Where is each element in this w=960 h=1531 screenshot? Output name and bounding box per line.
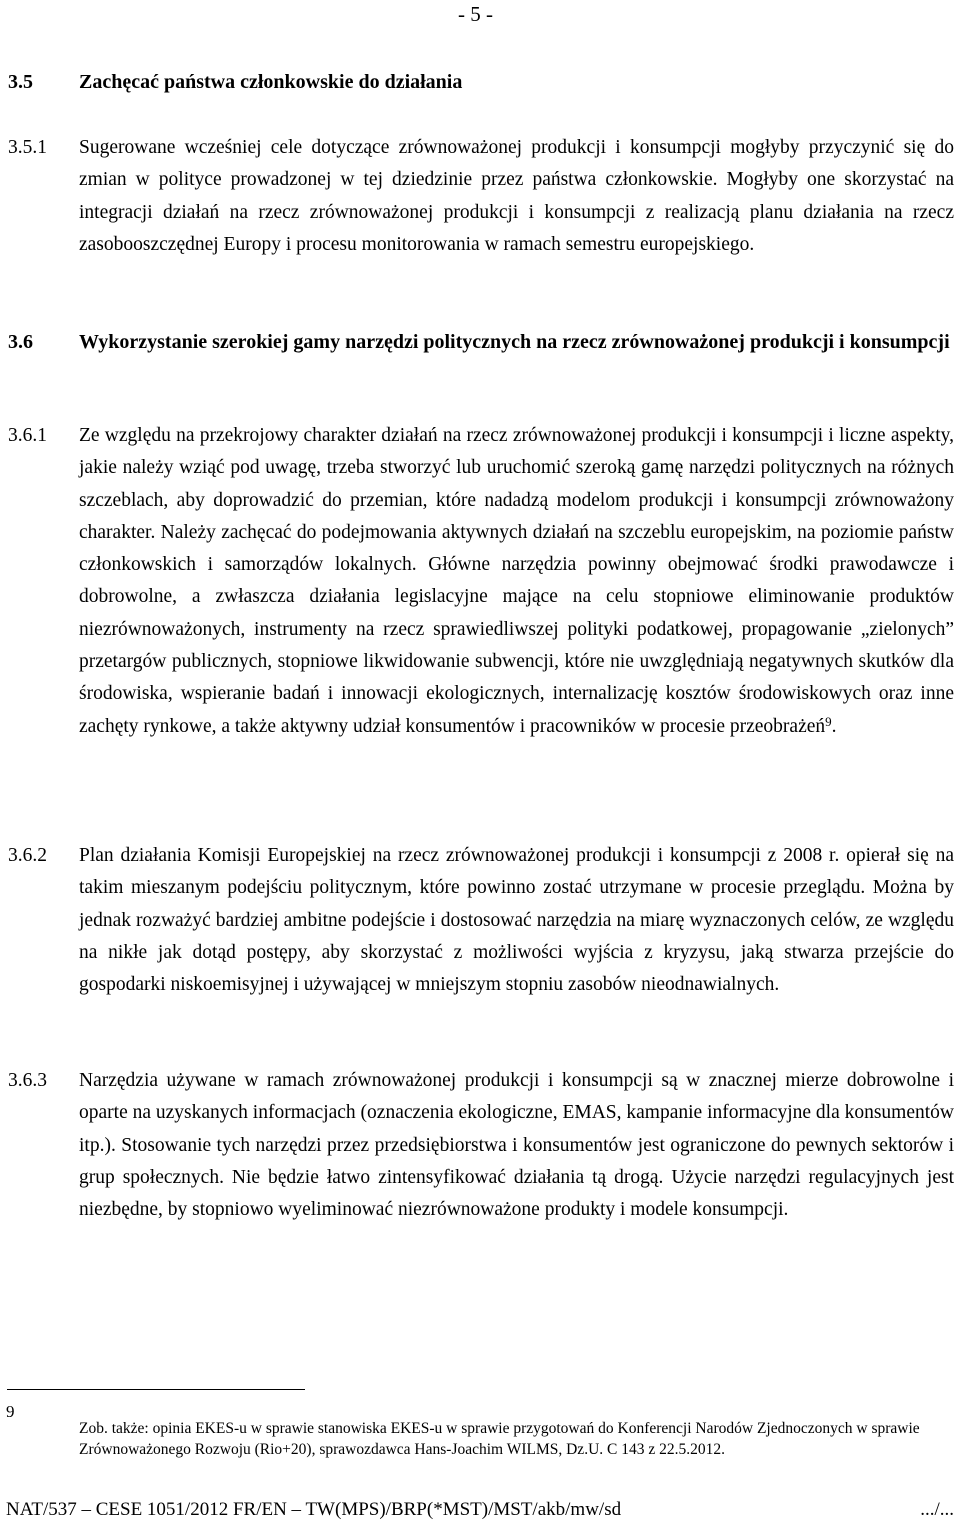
page-number: - 5 - [458, 2, 493, 26]
section-number: 3.5 [8, 71, 33, 93]
page-footer [6, 1499, 954, 1521]
section-heading-3-6 [8, 327, 954, 357]
footnote-reference[interactable]: 9 [825, 713, 832, 729]
paragraph-tail: . [831, 715, 837, 737]
section-title: Zachęcać państwa członkowskie do działania [79, 71, 463, 93]
paragraph-number: 3.6.1 [8, 425, 47, 446]
paragraph-number: 3.6.3 [8, 1070, 47, 1091]
paragraph-3-6-1 [8, 420, 954, 743]
document-reference: NAT/537 – CESE 1051/2012 FR/EN – TW(MPS)/BRP(*MST)/MST/akb/mw/sd [6, 1499, 622, 1520]
footnote-text: Zob. także: opinia EKES-u w sprawie stanowiska EKES-u w sprawie przygotowań do Konferencji Narodów Zjednoczonych w sprawie Zrównoważonego Rozwoju (Rio+20), sprawozdawca Hans-Joachim WILMS, Dz.U. C 143 z 22.5.2012. [79, 1420, 920, 1458]
paragraph-text [79, 420, 954, 743]
paragraph-body: Plan działania Komisji Europejskiej na rzecz zrównoważonej produkcji i konsumpcji z 2008 r. opierał się na takim mieszanym podejściu politycznym, które powinno zostać utrzymane w procesie przeglądu. Można by jednak rozważyć bardziej ambitne podejście i dostosować narzędzia na miarę wyznaczonych celów, ze względu na nikłe jak dotąd postępy, aby skorzystać z możliwości wyjścia z kryzysu, jaką stwarza przejście do gospodarki niskoemisyjnej i używającej w mniejszym stopniu zasobów nieodnawialnych. [79, 845, 954, 996]
paragraph-body: Narzędzia używane w ramach zrównoważonej produkcji i konsumpcji są w znacznej mierze dobrowolne i oparte na uzyskanych informacjach (oznaczenia ekologiczne, EMAS, kampanie informacyjne dla konsumentów itp.). Stosowanie tych narzędzi przez przedsiębiorstwa i konsumentów jest ograniczone do pewnych sektorów i grup społecznych. Nie będzie łatwo zintensyfikować działania tą drogą. Użycie narzędzi regulacyjnych jest niezbędne, by stopniowo wyeliminować niezrównoważone produkty i modele konsumpcji. [79, 1070, 955, 1221]
continuation-marker: .../... [920, 1499, 954, 1520]
paragraph-body: Sugerowane wcześniej cele dotyczące zrównoważonej produkcji i konsumpcji mogłyby przyczynić się do zmian w polityce prowadzonej w tej dziedzinie przez państwa członkowskie. Mogłyby one skorzystać na integracji działań na rzecz zrównoważonej produkcji i konsumpcji z realizacją planu działania na rzecz zasobooszczędnej Europy i procesu monitorowania w ramach semestru europejskiego. [79, 137, 954, 255]
section-title: Wykorzystanie szerokiej gamy narzędzi politycznych na rzecz zrównoważonej produkcji i konsumpcji [79, 331, 950, 353]
section-number: 3.6 [8, 331, 33, 353]
paragraph-text [79, 132, 954, 261]
paragraph-text [79, 840, 954, 1001]
footnote-number: 9 [6, 1402, 15, 1421]
paragraph-number: 3.6.2 [8, 845, 47, 866]
section-heading-3-5 [8, 71, 954, 94]
paragraph-body: Ze względu na przekrojowy charakter działań na rzecz zrównoważonej produkcji i konsumpcji i liczne aspekty, jakie należy wziąć pod uwagę, trzeba stworzyć lub uruchomić szeroką gamę narzędzi politycznych na różnych szczeblach, aby doprowadzić do przemian, które nadadzą modelom produkcji i konsumpcji zrównoważony charakter. Należy zachęcać do podejmowania aktywnych działań na szczeblu europejskim, na poziomie państw członkowskich i samorządów lokalnych. Główne narzędzia powinny obejmować środki prawodawcze i dobrowolne, a zwłaszcza działania legislacyjne mające na celu stopniowe eliminowanie produktów niezrównoważonych, instrumenty na rzecz sprawiedliwszej polityki podatkowej, propagowanie „zielonych” przetargów publicznych, stopniowe likwidowanie subwencji, które nie uwzględniają negatywnych skutków dla środowiska, wspieranie badań i innowacji ekologicznych, internalizację kosztów środowiskowych oraz inne zachęty rynkowe, a także aktywny udział konsumentów i pracowników w procesie przeobrażeń [79, 425, 954, 737]
paragraph-number: 3.5.1 [8, 137, 47, 158]
footnote-9 [6, 1402, 954, 1460]
paragraph-3-6-3 [8, 1065, 954, 1226]
footnote-separator [7, 1389, 305, 1390]
paragraph-text [79, 1065, 954, 1226]
paragraph-3-5-1 [8, 132, 954, 261]
paragraph-3-6-2 [8, 840, 954, 1001]
